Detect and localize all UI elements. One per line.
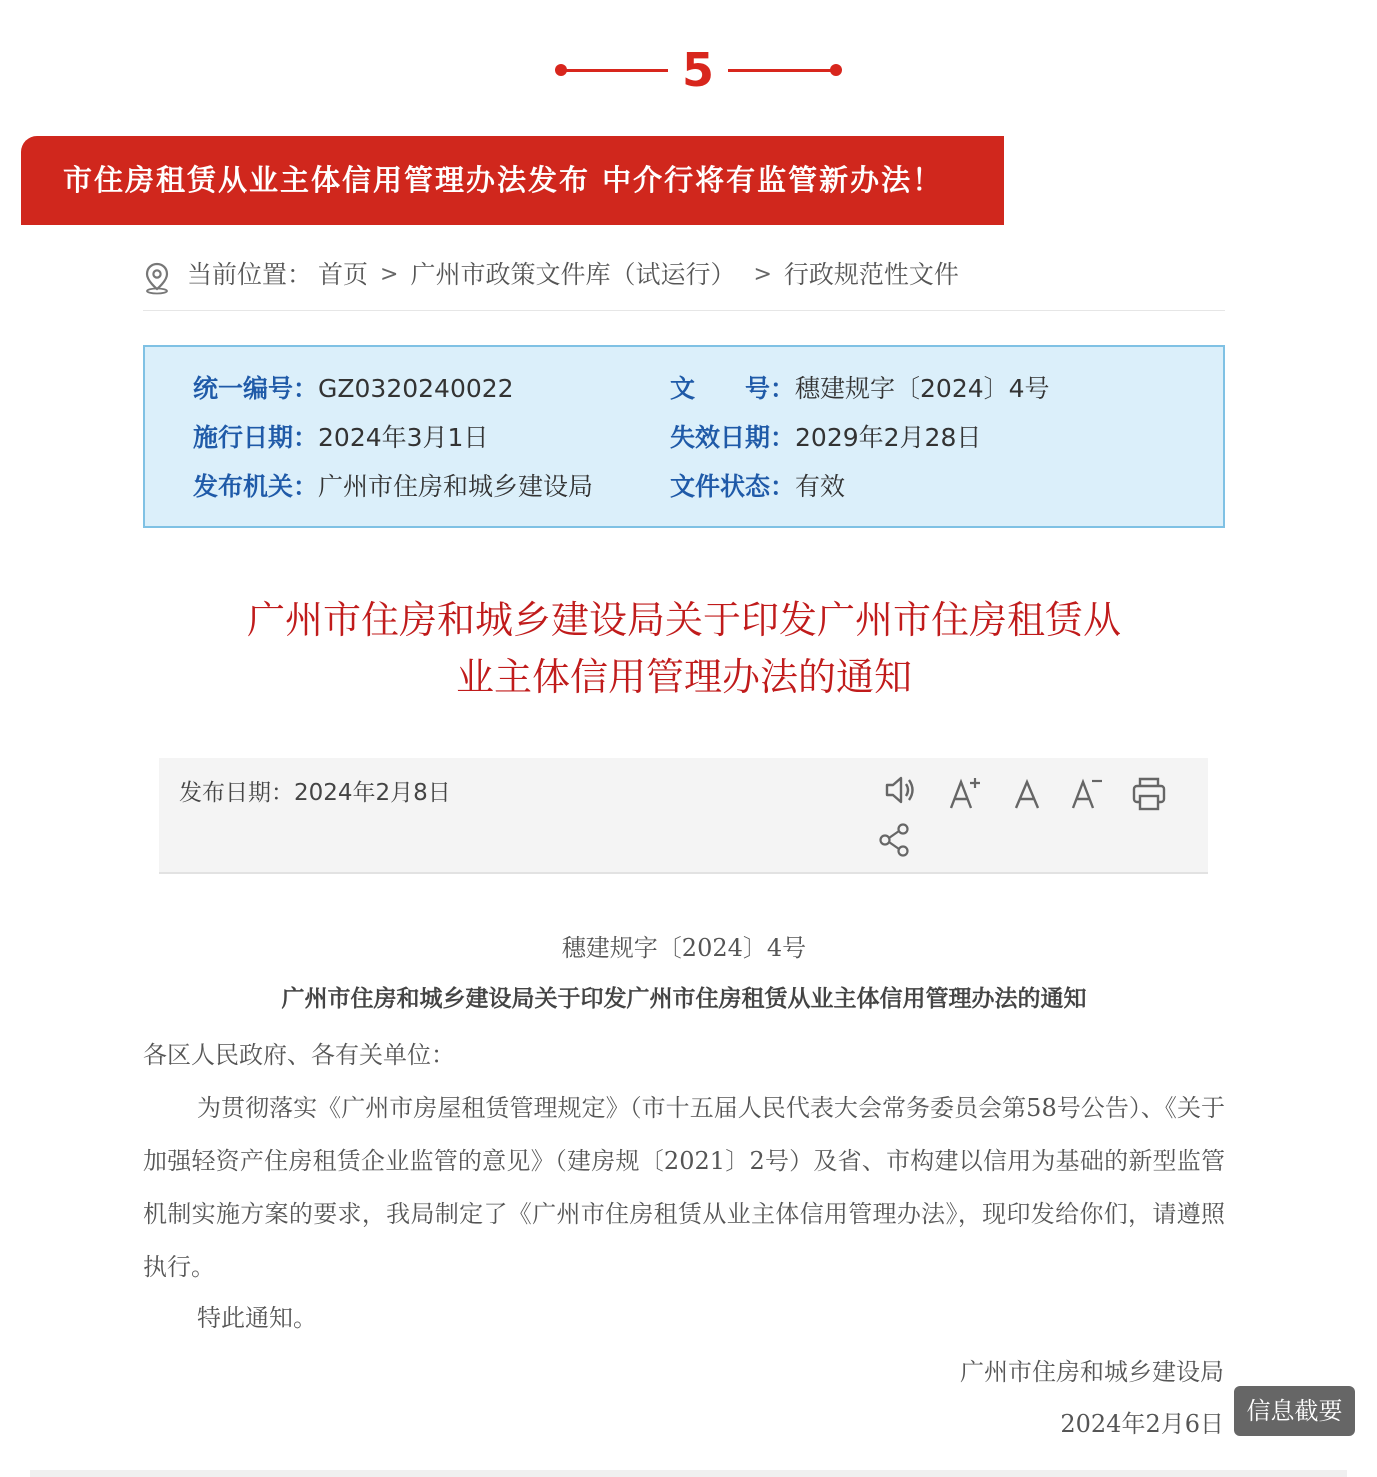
document-number: 穗建规字〔2024〕4号	[561, 934, 807, 962]
info-issuer-value: 广州市住房和城乡建设局	[318, 472, 594, 501]
section-number	[0, 40, 1377, 100]
greeting: 各区人民政府、各有关单位：	[143, 1041, 455, 1069]
bottom-divider	[30, 1470, 1347, 1477]
signature-date: 2024年2月6日	[1060, 1410, 1224, 1438]
page-title-line1: 广州市住房和城乡建设局关于印发广州市住房租赁从	[246, 598, 1121, 642]
signature-org: 广州市住房和城乡建设局	[960, 1358, 1224, 1386]
body-paragraph: 为贯彻落实《广州市房屋租赁管理规定》（市十五届人民代表大会常务委员会第58号公告）、《关于加强轻资产住房租赁企业监管的意见》（建房规〔2021〕2号）及省、市构建以信用为基础的新型监管机制实施方案的要求，我局制定了《广州市住房租赁从业主体信用管理办法》，现印发给你们，请遵照执行。	[143, 1094, 1225, 1281]
info-end-value: 2029年2月28日	[795, 423, 982, 452]
info-summary-badge: 信息截要	[1234, 1386, 1355, 1436]
info-end	[670, 418, 981, 458]
document-info-box	[143, 345, 1225, 528]
speaker-icon[interactable]	[879, 770, 919, 810]
section-number-text: 5	[681, 43, 714, 97]
info-id-value: GZ0320240022	[318, 374, 514, 403]
breadcrumb-item-category[interactable]: 行政规范性文件	[783, 260, 959, 289]
share-icon[interactable]	[875, 820, 915, 860]
info-issuer	[193, 467, 593, 507]
location-pin-icon	[143, 261, 171, 295]
info-start-value: 2024年3月1日	[318, 423, 489, 452]
breadcrumb-separator: >	[753, 262, 772, 287]
breadcrumb-item-home[interactable]: 首页	[318, 260, 369, 289]
publish-date: 发布日期：2024年2月8日	[179, 780, 451, 806]
breadcrumb-label: 当前位置：	[187, 260, 313, 289]
font-increase-icon[interactable]	[945, 774, 985, 814]
info-status-label: 文件状态：	[670, 472, 796, 501]
info-status	[670, 467, 845, 507]
divider-left	[560, 69, 668, 72]
info-status-value: 有效	[795, 472, 846, 501]
dot-right	[830, 64, 842, 76]
page-title-line2: 业主体信用管理办法的通知	[455, 655, 912, 699]
info-end-label: 失效日期：	[670, 423, 796, 452]
info-docno	[670, 369, 1050, 409]
breadcrumb	[143, 253, 1225, 311]
info-start	[193, 418, 488, 458]
info-start-label: 施行日期：	[193, 423, 319, 452]
closing-line: 特此通知。	[197, 1304, 317, 1332]
font-reset-icon[interactable]	[1007, 774, 1047, 814]
page-title	[143, 592, 1225, 706]
dot-left	[555, 64, 567, 76]
info-docno-value: 穗建规字〔2024〕4号	[795, 374, 1050, 403]
font-decrease-icon[interactable]	[1067, 774, 1107, 814]
breadcrumb-separator: >	[380, 262, 399, 287]
headline-banner: 市住房租赁从业主体信用管理办法发布 中介行将有监管新办法！	[21, 136, 1004, 225]
divider-right	[728, 69, 836, 72]
article-toolbar	[159, 758, 1208, 874]
info-id-label: 统一编号：	[193, 374, 319, 403]
print-icon[interactable]	[1129, 774, 1169, 814]
breadcrumb-item-library[interactable]: 广州市政策文件库（试运行）	[410, 260, 736, 289]
info-id	[193, 369, 514, 409]
info-issuer-label: 发布机关：	[193, 472, 319, 501]
info-docno-label: 文 号：	[670, 374, 796, 403]
document-title: 广州市住房和城乡建设局关于印发广州市住房租赁从业主体信用管理办法的通知	[281, 985, 1087, 1012]
